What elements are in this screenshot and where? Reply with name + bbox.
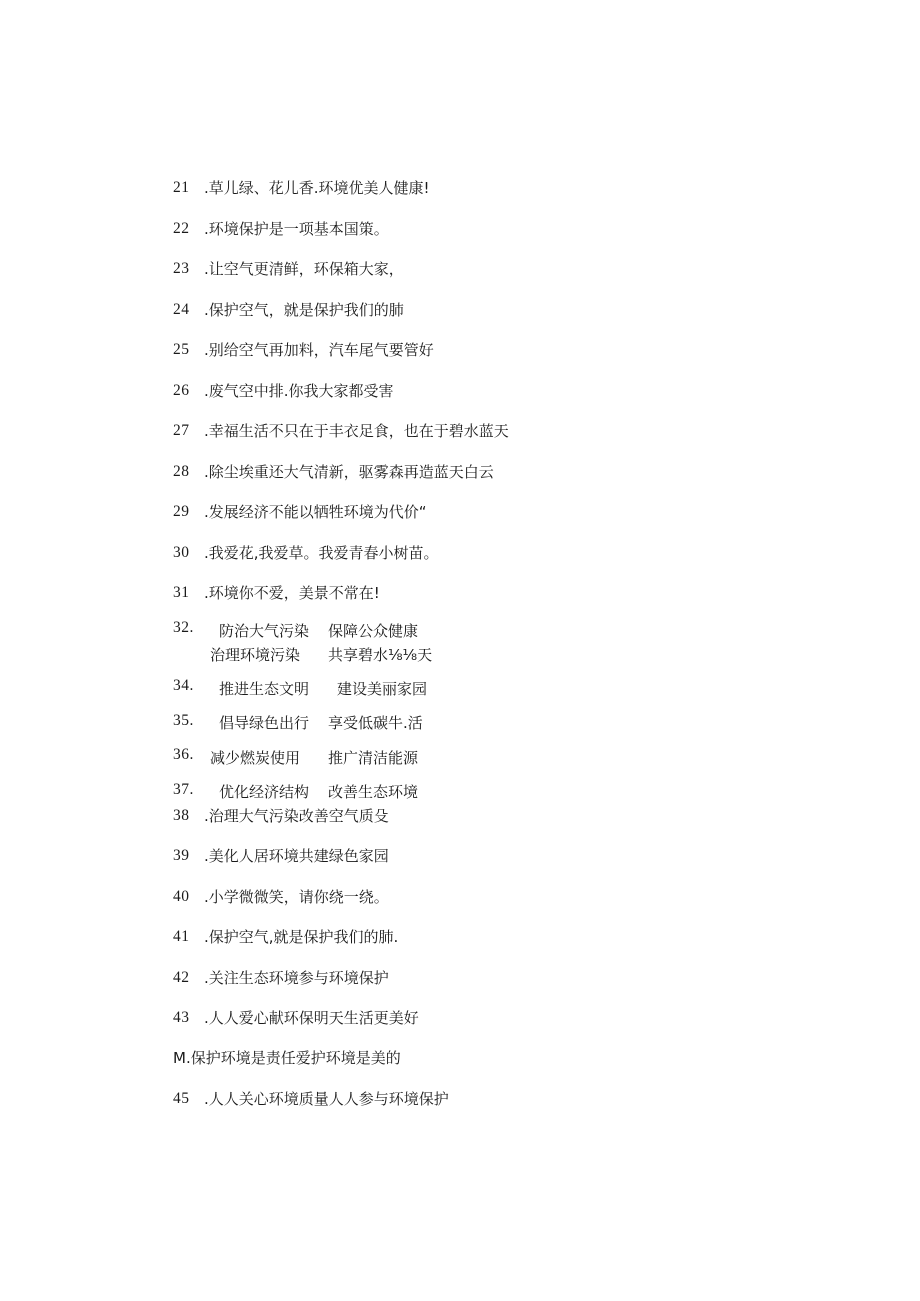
pair-second: 共享碧水⅛⅛天 [328, 646, 433, 664]
item-number: 31 [173, 584, 190, 601]
pair-first: 治理环境污染 [210, 646, 301, 664]
item-text: .环境保护是一项基本国策。 [204, 220, 389, 238]
item-text: .让空气更清鲜，环保箱大家， [204, 260, 404, 278]
slogan-45 [0, 1089, 449, 1169]
item-text: .我爱花,我爱草。我爱青春小树苗。 [204, 544, 439, 562]
item-text: .保护空气，就是保护我们的肺 [204, 301, 404, 319]
item-text: .别给空气再加料，汽车尾气要管好 [204, 341, 434, 359]
pair-second: 保障公众健康 [328, 622, 419, 640]
pair-second: 建设美丽家园 [337, 680, 428, 698]
item-number: 45 [173, 1090, 190, 1107]
item-number: 36. [173, 746, 194, 763]
pair-first: 倡导绿色出行 [219, 714, 310, 732]
item-text: .关注生态环境参与环境保护 [204, 969, 389, 987]
item-number: 34. [173, 677, 194, 694]
item-number: 42 [173, 969, 190, 986]
pair-second: 推广清洁能源 [328, 749, 419, 767]
item-number: 25 [173, 341, 190, 358]
item-number: 28 [173, 463, 190, 480]
item-text: .人人关心环境质量人人参与环境保护 [204, 1090, 449, 1108]
item-text: .发展经济不能以牺牲环境为代价“ [204, 503, 427, 521]
item-number: 22 [173, 220, 190, 237]
pair-first: 优化经济结构 [219, 783, 310, 801]
pair-first: 减少燃炭使用 [210, 749, 301, 767]
item-number: 40 [173, 888, 190, 905]
item-number: 37. [173, 781, 194, 798]
item-number: 21 [173, 179, 190, 196]
item-text: .美化人居环境共建绿色家园 [204, 847, 389, 865]
item-number: 41 [173, 928, 190, 945]
item-text: .废气空中排.你我大家都受害 [204, 382, 394, 400]
item-text: .小学微微笑，请你绕一绕。 [204, 888, 389, 906]
item-text: .保护空气,就是保护我们的肺. [204, 928, 399, 946]
item-text: .草儿绿、花儿香.环境优美人健康! [204, 179, 430, 197]
item-text: M.保护环境是责任爱护环境是美的 [173, 1049, 401, 1067]
item-text: .幸福生活不只在于丰衣足食，也在于碧水蓝天 [204, 422, 509, 440]
item-number: 43 [173, 1009, 190, 1026]
item-text: .治理大气污染改善空气质殳 [204, 807, 389, 825]
item-text: .人人爱心献环保明天生活更美好 [204, 1009, 419, 1027]
item-text: .除尘埃重还大气清新，驱雾森再造蓝天白云 [204, 463, 494, 481]
item-number: 29 [173, 503, 190, 520]
item-number: 35. [173, 712, 194, 729]
item-number: 30 [173, 544, 190, 561]
item-number: 27 [173, 422, 190, 439]
item-number: 32. [173, 619, 194, 636]
pair-second: 享受低碳牛.活 [328, 714, 423, 732]
pair-second: 改善生态环境 [328, 783, 419, 801]
item-number: 23 [173, 260, 190, 277]
item-number: 38 [173, 807, 190, 824]
pair-first: 推进生态文明 [219, 680, 310, 698]
item-number: 39 [173, 847, 190, 864]
item-text: .环境你不爱，美景不常在! [204, 584, 380, 602]
item-number: 24 [173, 301, 190, 318]
pair-first: 防治大气污染 [219, 622, 310, 640]
item-number: 26 [173, 382, 190, 399]
